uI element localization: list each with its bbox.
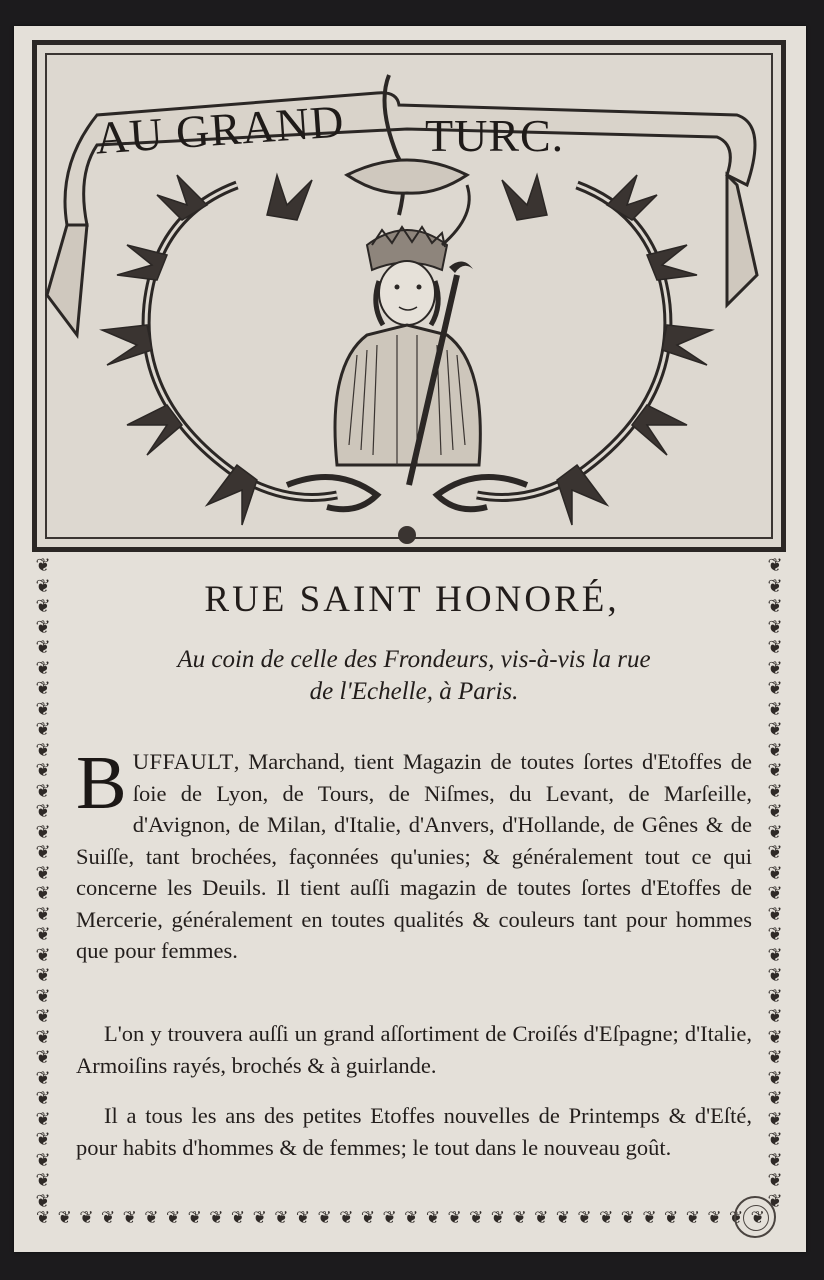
fleuron-ornament: ❦	[767, 985, 783, 1007]
fleuron-ornament: ❦	[767, 596, 783, 617]
fleuron-ornament: ❦	[620, 1208, 643, 1228]
fleuron-ornament: ❦	[599, 1208, 621, 1228]
fleuron-ornament: ❦	[767, 780, 783, 802]
fleuron-ornament: ❦	[767, 678, 783, 699]
fleuron-ornament: ❦	[447, 1208, 470, 1228]
fleuron-ornament: ❦	[35, 944, 51, 966]
fleuron-ornament: ❦	[209, 1208, 231, 1228]
address-line-2: de l'Echelle, à Paris.	[309, 678, 519, 705]
fleuron-ornament: ❦	[577, 1208, 600, 1228]
fleuron-ornament: ❦	[404, 1208, 426, 1228]
fleuron-ornament: ❦	[35, 596, 51, 617]
fleuron-ornament: ❦	[35, 842, 51, 863]
fleuron-ornament: ❦	[35, 801, 51, 822]
fleuron-ornament: ❦	[767, 575, 783, 597]
fleuron-ornament: ❦	[707, 1208, 729, 1228]
fleuron-ornament: ❦	[35, 1047, 51, 1068]
fleuron-ornament: ❦	[767, 1067, 783, 1089]
fleuron-ornament: ❦	[382, 1208, 405, 1228]
fleuron-ornament: ❦	[767, 801, 783, 822]
fleuron-ornament: ❦	[767, 862, 783, 884]
address-line-1: Au coin de celle des Frondeurs, vis-à-vis la rue	[177, 646, 651, 673]
fleuron-ornament: ❦	[35, 657, 51, 679]
fleuron-ornament: ❦	[767, 1026, 783, 1048]
fleuron-ornament: ❦	[767, 842, 783, 863]
fleuron-ornament: ❦	[35, 1190, 51, 1212]
fleuron-ornament: ❦	[57, 1208, 80, 1228]
fleuron-ornament: ❦	[767, 719, 783, 740]
fleuron-ornament: ❦	[144, 1208, 166, 1228]
fleuron-ornament: ❦	[35, 719, 51, 740]
fleuron-ornament: ❦	[35, 698, 51, 720]
fleuron-ornament: ❦	[35, 965, 51, 986]
fleuron-ornament: ❦	[35, 1129, 51, 1150]
fleuron-ornament: ❦	[767, 556, 783, 576]
engraved-header	[32, 40, 786, 552]
fleuron-ornament: ❦	[534, 1208, 556, 1228]
drop-cap: B	[76, 741, 127, 825]
fleuron-ornament: ❦	[35, 985, 51, 1007]
fleuron-ornament: ❦	[35, 821, 51, 843]
fleuron-ornament: ❦	[295, 1208, 318, 1228]
fleuron-ornament: ❦	[36, 1208, 58, 1228]
fleuron-ornament: ❦	[767, 924, 783, 945]
fleuron-ornament: ❦	[767, 821, 783, 843]
fleuron-ornament: ❦	[767, 1149, 783, 1171]
fleuron-ornament: ❦	[252, 1208, 275, 1228]
fleuron-ornament: ❦	[187, 1208, 210, 1228]
fleuron-ornament: ❦	[425, 1208, 448, 1228]
banner-text-left: AU GRAND	[93, 95, 346, 164]
fleuron-ornament: ❦	[512, 1208, 535, 1228]
fleuron-ornament: ❦	[767, 1006, 783, 1027]
fleuron-ornament: ❦	[35, 637, 51, 658]
fleuron-ornament: ❦	[767, 1190, 783, 1212]
collection-stamp	[734, 1196, 776, 1238]
fleuron-ornament: ❦	[122, 1208, 145, 1228]
fleuron-ornament: ❦	[35, 760, 51, 781]
fleuron-ornament: ❦	[35, 862, 51, 884]
fleuron-ornament: ❦	[767, 1108, 783, 1130]
fleuron-ornament: ❦	[767, 1088, 783, 1109]
fleuron-ornament: ❦	[767, 739, 783, 761]
fleuron-ornament: ❦	[35, 556, 51, 576]
fleuron-ornament: ❦	[35, 739, 51, 761]
fleuron-ornament: ❦	[35, 616, 51, 638]
fleuron-ornament: ❦	[767, 965, 783, 986]
fleuron-ornament: ❦	[274, 1208, 296, 1228]
fleuron-ornament: ❦	[35, 678, 51, 699]
fleuron-ornament: ❦	[664, 1208, 686, 1228]
fleuron-ornament: ❦	[729, 1208, 751, 1228]
fleuron-ornament: ❦	[35, 1149, 51, 1171]
fleuron-ornament: ❦	[100, 1208, 123, 1228]
paragraph-1-text: , Marchand, tient Magazin de toutes ſortes d'Etoffes de ſoie de Lyon, de Tours, de Niſmes, du Levant, de Marſeille, d'Avignon, de Milan, d'Italie, d'Anvers, d'Hollande, de Gênes & de Suiſſe, tant brochées, façonnées qu'unies; & généralement tout ce qui concerne les Deuils. Il tient auſſi magazin de toutes ſortes d'Etoffes de Mercerie, généralement en toutes qualités & couleurs tant pour hommes que pour femmes.	[76, 749, 752, 963]
fleuron-ornament: ❦	[35, 924, 51, 945]
fleuron-ornament: ❦	[35, 1088, 51, 1109]
fleuron-ornament: ❦	[767, 883, 783, 904]
right-ornamental-border	[762, 556, 788, 1226]
fleuron-ornament: ❦	[339, 1208, 361, 1228]
fleuron-ornament: ❦	[767, 760, 783, 781]
fleuron-ornament: ❦	[767, 944, 783, 966]
fleuron-ornament: ❦	[767, 616, 783, 638]
left-ornamental-border	[30, 556, 56, 1226]
fleuron-ornament: ❦	[490, 1208, 513, 1228]
fleuron-ornament: ❦	[35, 1006, 51, 1027]
fleuron-ornament: ❦	[767, 1047, 783, 1068]
fleuron-ornament: ❦	[360, 1208, 383, 1228]
fleuron-ornament: ❦	[35, 903, 51, 925]
fleuron-ornament: ❦	[555, 1208, 578, 1228]
trade-card	[14, 26, 806, 1252]
paragraph-2: L'on y trouvera auſſi un grand aſſortiment de Croiſés d'Eſpagne; d'Italie, Armoiſins rayés, brochés & à guirlande.	[76, 1021, 752, 1078]
fleuron-ornament: ❦	[35, 575, 51, 597]
fleuron-ornament: ❦	[767, 903, 783, 925]
fleuron-ornament: ❦	[767, 698, 783, 720]
bottom-ornamental-border	[36, 1208, 776, 1232]
fleuron-ornament: ❦	[767, 637, 783, 658]
fleuron-ornament: ❦	[165, 1208, 188, 1228]
fleuron-ornament: ❦	[79, 1208, 101, 1228]
street-heading: RUE SAINT HONORÉ,	[204, 579, 620, 620]
fleuron-ornament: ❦	[35, 1108, 51, 1130]
paragraph-1	[76, 741, 752, 967]
fleuron-ornament: ❦	[35, 1170, 51, 1191]
fleuron-ornament: ❦	[750, 1208, 766, 1228]
fleuron-ornament: ❦	[767, 1170, 783, 1191]
fleuron-ornament: ❦	[317, 1208, 340, 1228]
paragraph-3: Il a tous les ans des petites Etoffes nouvelles de Printemps & d'Eſté, pour habits d'hommes & de femmes; le tout dans le nouveau goût.	[76, 1103, 752, 1160]
fleuron-ornament: ❦	[767, 1129, 783, 1150]
fleuron-ornament: ❦	[469, 1208, 491, 1228]
banner-text-right: TURC.	[425, 110, 565, 161]
fleuron-ornament: ❦	[35, 780, 51, 802]
fleuron-ornament: ❦	[767, 657, 783, 679]
fleuron-ornament: ❦	[35, 1026, 51, 1048]
merchant-name: UFFAULT	[132, 749, 234, 774]
fleuron-ornament: ❦	[642, 1208, 665, 1228]
fleuron-ornament: ❦	[35, 883, 51, 904]
fleuron-ornament: ❦	[35, 1067, 51, 1089]
fleuron-ornament: ❦	[230, 1208, 253, 1228]
address-lines	[74, 644, 754, 708]
fleuron-ornament: ❦	[685, 1208, 708, 1228]
